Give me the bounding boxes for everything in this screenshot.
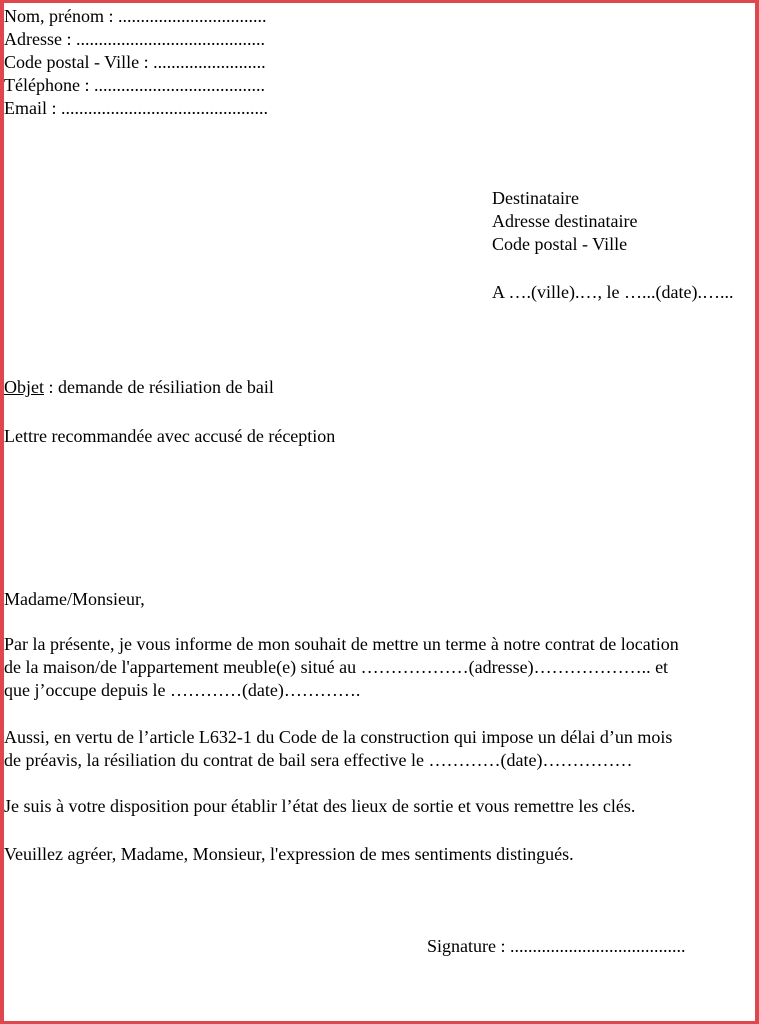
recipient-block	[492, 187, 637, 256]
paragraph-line: de la maison/de l'appartement meuble(e) situé au ………………(adresse)……………….. et	[4, 657, 669, 677]
sender-block	[4, 5, 268, 120]
registered-mail-mention: Lettre recommandée avec accusé de réception	[4, 426, 336, 446]
salutation: Madame/Monsieur,	[4, 589, 145, 609]
place-date-line: A ….(ville).…, le …...(date).…...	[492, 282, 734, 302]
subject-line	[4, 376, 274, 399]
sender-address-line: Adresse : ..........................................	[4, 29, 265, 49]
signature-line: Signature : .......................................	[427, 936, 686, 956]
paragraph-closing: Veuillez agréer, Madame, Monsieur, l'expression de mes sentiments distingués.	[4, 844, 574, 864]
sender-email-line: Email : ..............................................	[4, 98, 268, 118]
paragraph-line: Par la présente, je vous informe de mon souhait de mettre un terme à notre contrat de location	[4, 634, 679, 654]
sender-phone-line: Téléphone : ......................................	[4, 75, 265, 95]
paragraph-line: de préavis, la résiliation du contrat de bail sera effective le …………(date)……………	[4, 750, 633, 770]
subject-label: Objet	[4, 377, 44, 397]
recipient-postal-line: Code postal - Ville	[492, 234, 628, 254]
sender-postal-line: Code postal - Ville : .........................	[4, 52, 266, 72]
subject-text: : demande de résiliation de bail	[44, 377, 274, 397]
paragraph-line: que j’occupe depuis le …………(date)………….	[4, 680, 361, 700]
sender-name-line: Nom, prénom : .................................	[4, 6, 267, 26]
paragraph-inventory: Je suis à votre disposition pour établir l’état des lieux de sortie et vous remettre les clés.	[4, 796, 636, 816]
paragraph-notice-period	[4, 726, 672, 772]
recipient-address-line: Adresse destinataire	[492, 211, 638, 231]
paragraph-notice	[4, 633, 679, 702]
recipient-name-line: Destinataire	[492, 188, 579, 208]
paragraph-line: Aussi, en vertu de l’article L632-1 du Code de la construction qui impose un délai d’un mois	[4, 727, 673, 747]
